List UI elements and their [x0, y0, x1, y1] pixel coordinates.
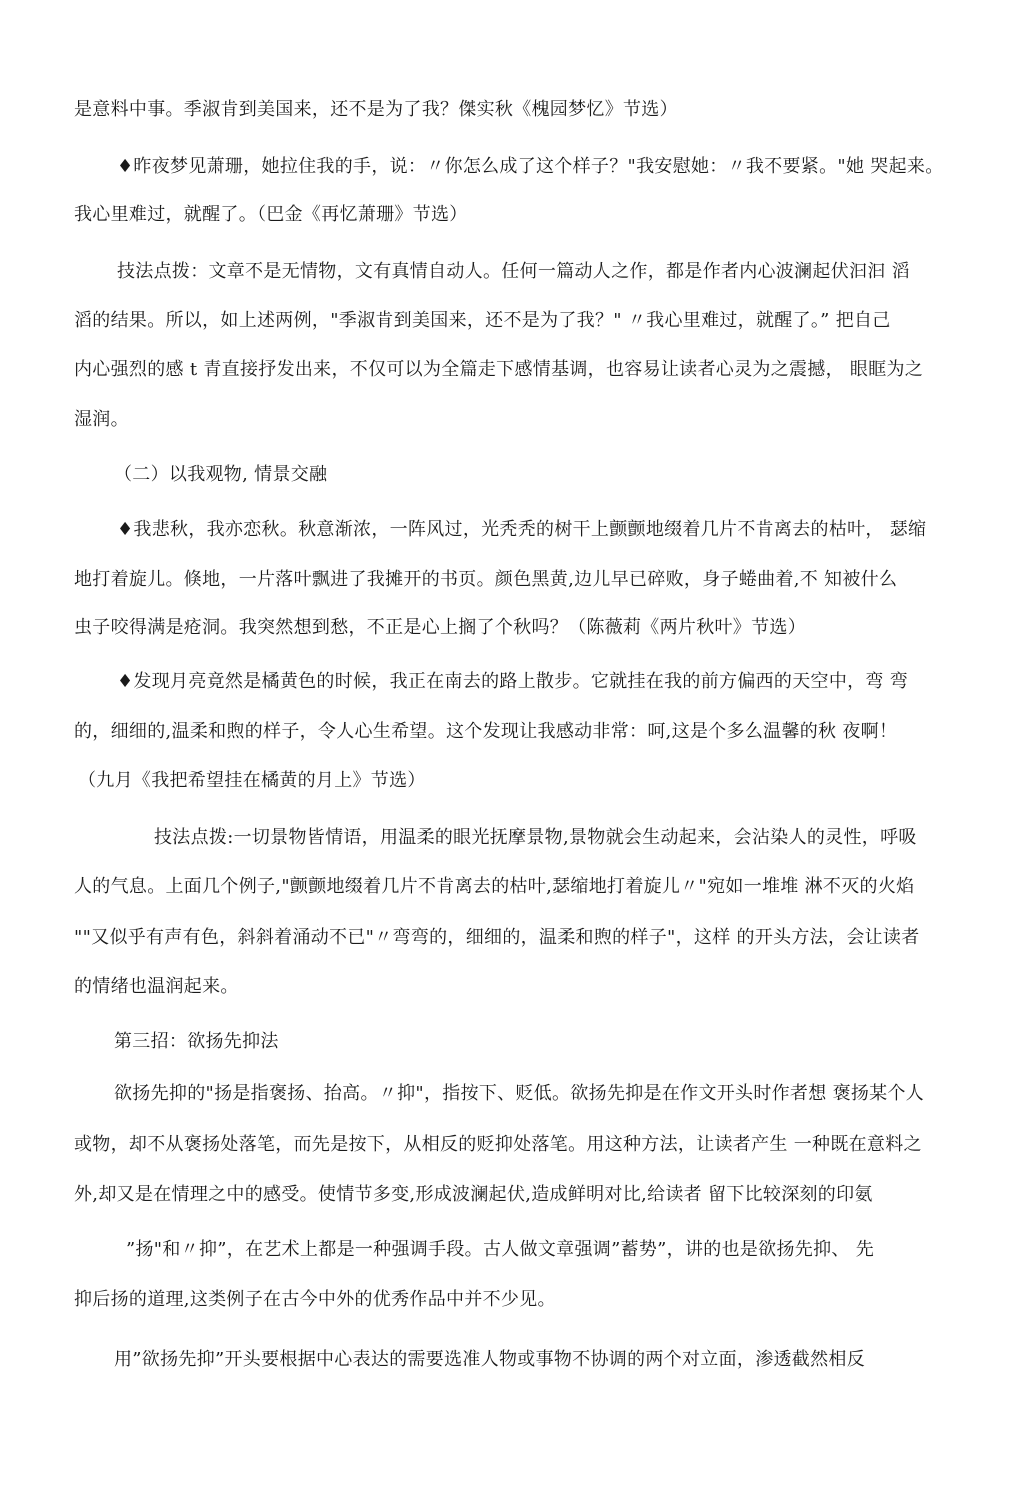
text-line: 技法点拨：文章不是无情物，文有真情自动人。任何一篇动人之作，都是作者内心波澜起伏汩汩 滔	[117, 261, 910, 282]
text-line: ♦发现月亮竟然是橘黄色的时候，我正在南去的路上散步。它就挂在我的前方偏西的天空中，弯 弯	[117, 671, 909, 692]
text-line: 外,却又是在情理之中的感受。使情节多变,形成波澜起伏,造成鲜明对比,给读者 留下比较深刻的印氨	[74, 1184, 873, 1205]
text-line: 抑后扬的道理,这类例子在古今中外的优秀作品中并不少见。	[74, 1289, 556, 1310]
text-line: 是意料中事。季淑肯到美国来，还不是为了我？傑实秋《槐园梦忆》节选）	[74, 99, 678, 120]
text-line: ♦昨夜梦见萧珊，她拉住我的手，说：〃你怎么成了这个样子？"我安慰她：〃我不要紧。"她 哭起来。	[117, 156, 944, 177]
text-line: 湿润。	[74, 409, 129, 430]
section-heading: （二）以我观物, 情景交融	[114, 464, 328, 485]
text-line: 虫子咬得满是疮洞。我突然想到愁，不正是心上搁了个秋吗？（陈薇莉《两片秋叶》节选）	[74, 617, 806, 638]
text-line: ”扬"和〃抑”，在艺术上都是一种强调手段。古人做文章强调”蓄势”，讲的也是欲扬先抑、 先	[126, 1239, 875, 1260]
text-line: 用”欲扬先抑”开头要根据中心表达的需要选准人物或事物不协调的两个对立面，渗透截然相反	[114, 1349, 865, 1370]
text-line: 地打着旋儿。倏地，一片落叶飘进了我摊开的书页。颜色黑黄,边儿早已碎败，身子蜷曲着,不 知被什么	[74, 569, 898, 590]
text-line: 人的气息。上面几个例子,"颤颤地缀着几片不肯离去的枯叶,瑟缩地打着旋儿〃"宛如一堆堆 淋不灭的火焰	[74, 876, 915, 897]
text-line: 的，细细的,温柔和煦的样子，令人心生希望。这个发现让我感动非常：呵,这是个多么温馨的秋 夜啊！	[74, 721, 898, 742]
text-line: 或物，却不从褒扬处落笔，而先是按下，从相反的贬抑处落笔。用这种方法，让读者产生 一种既在意料之	[74, 1134, 922, 1155]
text-line: （九月《我把希望挂在橘黄的月上》节选）	[78, 770, 426, 791]
text-line: 的情绪也温润起来。	[74, 976, 239, 997]
text-line: ♦我悲秋，我亦恋秋。秋意渐浓，一阵风过，光秃秃的树干上颤颤地缀着几片不肯离去的枯叶， 瑟缩	[117, 519, 927, 540]
text-line: 我心里难过，就醒了。（巴金《再忆萧珊》节选）	[74, 204, 468, 225]
text-line: 内心强烈的感 t 青直接抒发出来，不仅可以为全篇走下感情基调，也容易让读者心灵为之震撼， 眼眶为之	[74, 359, 924, 380]
text-line: 欲扬先抑的"扬是指褒扬、抬高。〃抑"，指按下、贬低。欲扬先抑是在作文开头时作者想 褒扬某个人	[114, 1083, 925, 1104]
section-heading: 第三招：欲扬先抑法	[114, 1031, 279, 1052]
text-line: ""又似乎有声有色，斜斜着涌动不已"〃弯弯的，细细的，温柔和煦的样子"，这样 的开头方法，会让读者	[74, 927, 920, 948]
text-line: 技法点拨:一切景物皆情语，用温柔的眼光抚摩景物,景物就会生动起来，会沾染人的灵性，呼吸	[154, 827, 917, 848]
text-line: 滔的结果。所以，如上述两例，"季淑肯到美国来，还不是为了我？" 〃我心里难过，就醒了。” 把自己	[74, 310, 891, 331]
